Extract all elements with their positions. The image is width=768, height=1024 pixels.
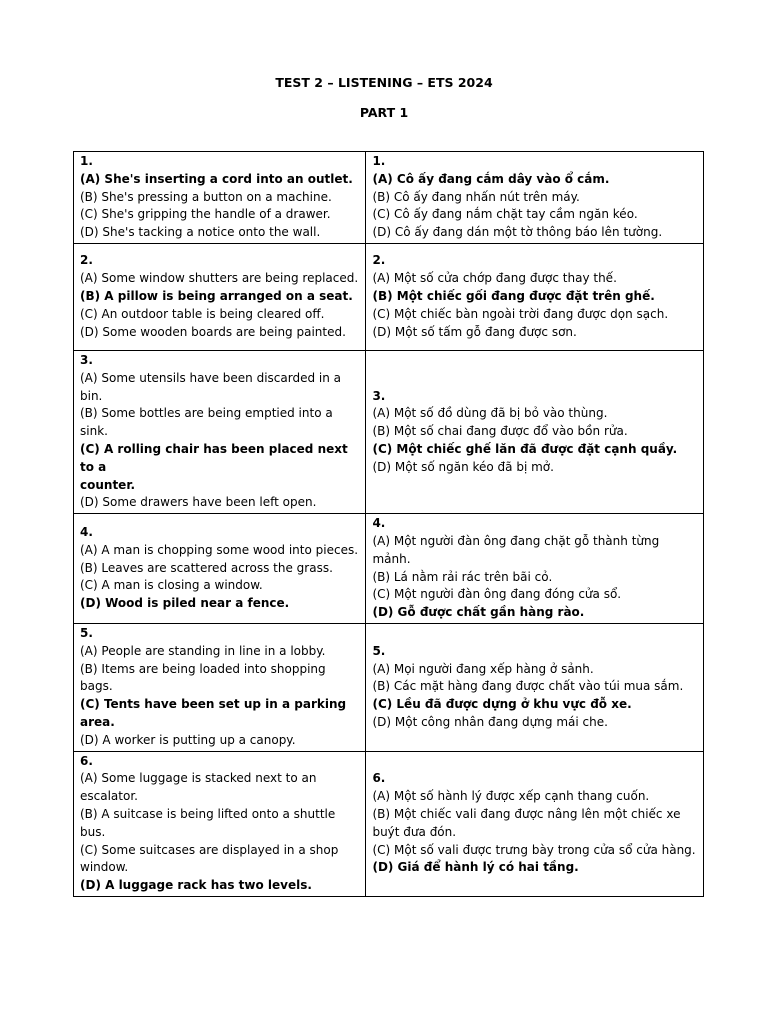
question-number: 5.	[80, 625, 93, 640]
option: (C) An outdoor table is being cleared off.	[80, 306, 325, 321]
option: (A) Some utensils have been discarded in a bin.	[80, 370, 341, 403]
table-row	[74, 350, 704, 513]
table-row	[74, 623, 704, 751]
option: (D) Some drawers have been left open.	[80, 495, 317, 510]
option: (A) A man is chopping some wood into pieces.	[80, 542, 359, 557]
option: (A) Một người đàn ông đang chặt gỗ thành từng mảnh.	[372, 533, 660, 566]
option: (C) Một chiếc bàn ngoài trời đang được dọn sạch.	[372, 306, 669, 321]
option: (C) She's gripping the handle of a drawer.	[80, 207, 331, 222]
option: (A) Một số cửa chớp đang được thay thế.	[372, 271, 617, 286]
correct-option: (B) A pillow is being arranged on a seat.	[80, 289, 353, 304]
vietnamese-cell	[366, 514, 704, 624]
option: (D) Cô ấy đang dán một tờ thông báo lên tường.	[372, 225, 663, 240]
question-number: 3.	[80, 352, 93, 367]
option: (B) Cô ấy đang nhấn nút trên máy.	[372, 189, 580, 204]
answer-table	[73, 151, 704, 897]
vietnamese-cell	[366, 243, 704, 350]
english-cell	[74, 751, 366, 896]
question-number: 1.	[372, 154, 386, 168]
option: (D) A worker is putting up a canopy.	[80, 732, 296, 747]
english-cell	[74, 514, 366, 624]
option: (D) Một công nhân đang dựng mái che.	[372, 714, 608, 729]
english-cell	[74, 623, 366, 751]
correct-option: (A) Cô ấy đang cắm dây vào ổ cắm.	[372, 171, 610, 186]
question-number: 1.	[80, 154, 93, 168]
option: (D) Một số tấm gỗ đang được sơn.	[372, 324, 577, 339]
correct-option: (C) A rolling chair has been placed next to a	[80, 441, 348, 474]
option: (B) A suitcase is being lifted onto a shuttle bus.	[80, 806, 336, 839]
vietnamese-cell	[366, 152, 704, 244]
option: (C) Some suitcases are displayed in a shop window.	[80, 842, 339, 875]
question-number: 4.	[372, 516, 386, 531]
correct-option-continued: counter.	[80, 477, 136, 492]
option: (B) She's pressing a button on a machine.	[80, 189, 332, 204]
option: (B) Lá nằm rải rác trên bãi cỏ.	[372, 569, 553, 584]
option: (D) She's tacking a notice onto the wall.	[80, 225, 321, 240]
correct-option: (D) Wood is piled near a fence.	[80, 596, 290, 611]
option: (A) Some window shutters are being replaced.	[80, 271, 359, 286]
vietnamese-cell	[366, 623, 704, 751]
option: (B) Các mặt hàng đang được chất vào túi mua sắm.	[372, 679, 684, 694]
english-cell	[74, 350, 366, 513]
correct-option: (C) Một chiếc ghế lăn đã được đặt cạnh quầy.	[372, 441, 678, 456]
option: (A) Mọi người đang xếp hàng ở sảnh.	[372, 661, 594, 676]
option: (C) Một số vali được trưng bày trong cửa sổ cửa hàng.	[372, 842, 696, 857]
option: (D) Some wooden boards are being painted.	[80, 324, 346, 339]
vietnamese-cell	[366, 350, 704, 513]
correct-option: (D) Giá để hành lý có hai tầng.	[372, 860, 579, 875]
option: (B) Items are being loaded into shopping bags.	[80, 661, 326, 694]
question-number: 6.	[80, 753, 93, 768]
correct-option: (C) Tents have been set up in a parking area.	[80, 697, 347, 729]
option: (B) Leaves are scattered across the grass.	[80, 560, 333, 575]
question-number: 6.	[372, 771, 386, 786]
table-row	[74, 152, 704, 244]
correct-option: (C) Lều đã được dựng ở khu vực đỗ xe.	[372, 697, 632, 712]
question-number: 4.	[80, 525, 93, 540]
correct-option: (D) Gỗ được chất gần hàng rào.	[372, 605, 585, 620]
option: (A) Một số hành lý được xếp cạnh thang cuốn.	[372, 789, 650, 804]
option: (C) Cô ấy đang nắm chặt tay cầm ngăn kéo.	[372, 207, 638, 222]
correct-option: (A) She's inserting a cord into an outlet.	[80, 171, 353, 186]
correct-option: (B) Một chiếc gối đang được đặt trên ghế.	[372, 289, 655, 304]
english-cell	[74, 152, 366, 244]
option: (A) Một số đồ dùng đã bị bỏ vào thùng.	[372, 406, 608, 421]
vietnamese-cell	[366, 751, 704, 896]
option: (A) Some luggage is stacked next to an escalator.	[80, 771, 317, 804]
option: (C) A man is closing a window.	[80, 578, 263, 593]
question-number: 2.	[372, 253, 386, 268]
english-cell	[74, 243, 366, 350]
question-number: 5.	[372, 643, 386, 658]
table-row	[74, 514, 704, 624]
option: (C) Một người đàn ông đang đóng cửa sổ.	[372, 587, 622, 602]
correct-option: (D) A luggage rack has two levels.	[80, 878, 312, 893]
option: (B) Some bottles are being emptied into a sink.	[80, 406, 333, 439]
table-row	[74, 751, 704, 896]
part-heading: PART 1	[359, 105, 409, 120]
question-number: 3.	[372, 388, 386, 403]
option: (A) People are standing in line in a lobby.	[80, 643, 326, 658]
option: (B) Một chiếc vali đang được nâng lên một chiếc xe buýt đưa đón.	[372, 806, 681, 839]
table-row	[74, 243, 704, 350]
document-title: TEST 2 – LISTENING – ETS 2024	[275, 75, 493, 90]
option: (B) Một số chai đang được đổ vào bồn rửa.	[372, 424, 628, 439]
option: (D) Một số ngăn kéo đã bị mở.	[372, 459, 554, 474]
question-number: 2.	[80, 253, 93, 268]
